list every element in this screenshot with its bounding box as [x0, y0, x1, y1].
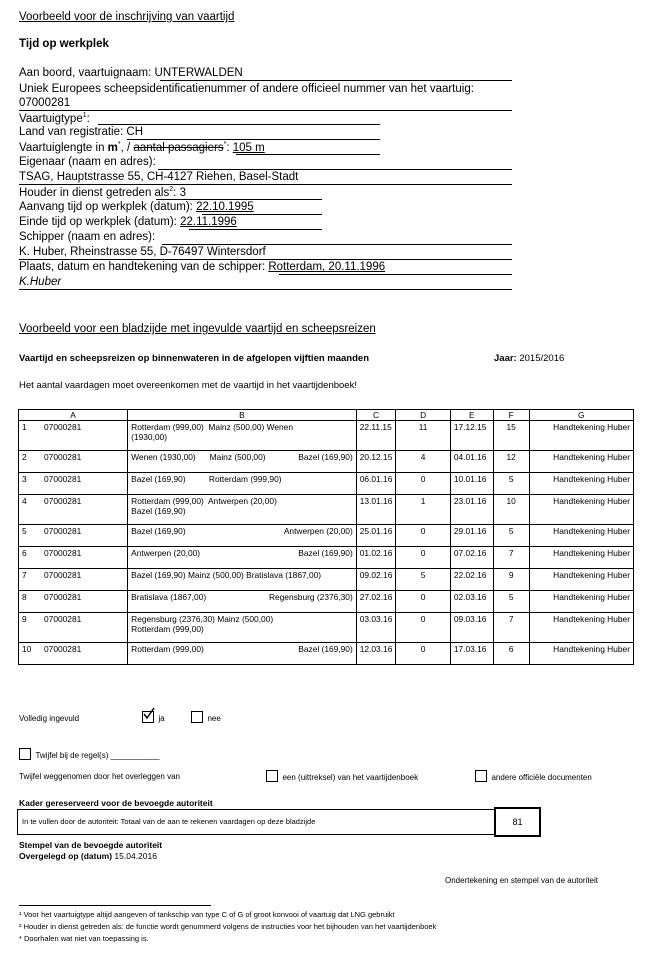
underline [19, 110, 512, 111]
route-start: Regensburg (2376,30) Mainz (500,00) [131, 614, 274, 624]
vessel-number: 07000281 [44, 570, 82, 580]
cell-route [128, 569, 357, 591]
table-row [19, 643, 634, 665]
role-field: Houder in dienst getreden als$^2$: 3 [19, 186, 186, 199]
stamp-label: Stempel van de bevoegde autoriteit [19, 840, 163, 850]
cell-g: Handtekening Huber [529, 473, 633, 495]
no-label: nee [207, 714, 221, 723]
row-number: 6 [22, 548, 27, 558]
empty-box-icon [475, 770, 487, 782]
column-header: A [19, 410, 128, 421]
row-number: 4 [22, 496, 27, 506]
cell-d: 1 [396, 495, 451, 525]
skipper-label: Schipper (naam en adres): [19, 231, 156, 243]
cell-e: 10.01.16 [450, 473, 493, 495]
yes-label: ja [158, 714, 165, 723]
vessel-number: 07000281 [44, 496, 82, 506]
row-number: 10 [22, 644, 32, 654]
cell-e: 07.02.16 [450, 547, 493, 569]
row-number: 8 [22, 592, 27, 602]
cell-c: 20.12.15 [356, 451, 396, 473]
cell-a [19, 613, 128, 643]
complete-label: Volledig ingevuld [19, 714, 80, 723]
underline [202, 214, 322, 215]
cell-c: 01.02.16 [356, 547, 396, 569]
table-row [19, 569, 634, 591]
cell-route [128, 547, 357, 569]
place-field: Plaats, datum en handtekening van de schipper: Rotterdam, 20.11.1996 [19, 261, 386, 273]
cell-g: Handtekening Huber [529, 525, 633, 547]
cell-c: 25.01.16 [356, 525, 396, 547]
doubt-checkbox[interactable] [19, 745, 160, 763]
cell-route [128, 495, 357, 525]
cell-route [128, 613, 357, 643]
cell-c: 22.11.15 [356, 421, 396, 451]
cell-route [128, 421, 357, 451]
route-continued: Bazel (169,90) [131, 506, 186, 516]
cell-a [19, 569, 128, 591]
table-row [19, 421, 634, 451]
start-field: Aanvang tijd op werkplek (datum): 22.10.1995 [19, 201, 254, 213]
section2-title: Vaartijd en scheepsreizen op binnenwateren in de afgelopen vijftien maanden [19, 353, 370, 364]
route-end: Bazel (169,90) [298, 548, 353, 558]
column-header: B [128, 410, 357, 421]
underline [127, 139, 380, 140]
length-field: Vaartuiglengte in m*, / aantal passagiers*: 105 m [19, 141, 265, 154]
route-start: Rotterdam (999,00) [131, 644, 204, 654]
table-row [19, 591, 634, 613]
underline [236, 154, 380, 155]
cell-e: 22.02.16 [450, 569, 493, 591]
cell-g: Handtekening Huber [529, 591, 633, 613]
underline [162, 244, 512, 245]
row-number: 2 [22, 452, 27, 462]
voyage-table [18, 409, 634, 665]
authority-total-row [17, 809, 496, 835]
table-row [19, 525, 634, 547]
cell-f: 9 [493, 569, 529, 591]
year-field: Jaar: 2015/2016 [494, 353, 565, 364]
row-number: 5 [22, 526, 27, 536]
row-number: 1 [22, 422, 27, 432]
option-documents-checkbox[interactable] [475, 767, 592, 785]
cell-c: 03.03.16 [356, 613, 396, 643]
cell-f: 5 [493, 473, 529, 495]
owner-value: TSAG, Hauptstrasse 55, CH-4127 Riehen, Basel-Stadt [19, 171, 299, 183]
cell-a [19, 451, 128, 473]
country-field: Land van registratie: CH [19, 126, 144, 138]
route-start: Bratislava (1867,00) [131, 592, 207, 602]
days-note: Het aantal vaardagen moet overeenkomen met de vaartijd in het vaartijdenboek! [19, 380, 357, 391]
cell-e: 17.03.16 [450, 643, 493, 665]
route-end: Antwerpen (20,00) [283, 526, 353, 536]
cell-e: 23.01.16 [450, 495, 493, 525]
cell-d: 4 [396, 451, 451, 473]
column-header: E [450, 410, 493, 421]
option-documents-label: andere officiële documenten [491, 773, 592, 782]
cell-route [128, 451, 357, 473]
cell-e: 09.03.16 [450, 613, 493, 643]
cell-e: 04.01.16 [450, 451, 493, 473]
cell-f: 5 [493, 591, 529, 613]
route-end: Bazel (169,90) [298, 644, 353, 654]
table-row [19, 547, 634, 569]
table-row [19, 451, 634, 473]
cell-d: 5 [396, 569, 451, 591]
cell-c: 12.03.16 [356, 643, 396, 665]
empty-box-icon [266, 770, 278, 782]
underline [189, 229, 322, 230]
cell-c: 06.01.16 [356, 473, 396, 495]
underline [19, 184, 512, 185]
table-row [19, 613, 634, 643]
vessel-number: 07000281 [44, 644, 82, 654]
cell-d: 0 [396, 525, 451, 547]
underline [160, 80, 512, 81]
underline [19, 259, 512, 260]
cell-g: Handtekening Huber [529, 613, 633, 643]
cell-g: Handtekening Huber [529, 495, 633, 525]
doubt-label: Twijfel bij de regel(s) ___________ [35, 751, 160, 760]
cell-g: Handtekening Huber [529, 421, 633, 451]
cell-e: 02.03.16 [450, 591, 493, 613]
cell-a [19, 547, 128, 569]
table-row [19, 495, 634, 525]
column-header: D [396, 410, 451, 421]
cell-e: 17.12.15 [450, 421, 493, 451]
underline [98, 124, 380, 125]
cell-route [128, 525, 357, 547]
skipper-signature: K.Huber [19, 276, 62, 288]
total-days-value: 81 [494, 807, 541, 837]
cell-d: 11 [396, 421, 451, 451]
vessel-number: 07000281 [44, 526, 82, 536]
cell-g: Handtekening Huber [529, 547, 633, 569]
cell-d: 0 [396, 643, 451, 665]
authority-signature-label: Ondertekening en stempel van de autoriteit [445, 876, 598, 885]
eni-value: 07000281 [19, 97, 71, 109]
checked-box-icon [142, 711, 154, 723]
cell-a [19, 525, 128, 547]
cell-route [128, 591, 357, 613]
cell-e: 29.01.16 [450, 525, 493, 547]
skipper-value: K. Huber, Rheinstrasse 55, D-76497 Wintersdorf [19, 246, 266, 258]
cell-d: 0 [396, 473, 451, 495]
cell-c: 13.01.16 [356, 495, 396, 525]
authority-total-label: In te vullen door de autoriteit: Totaal van de aan te rekenen vaardagen op deze bladzijde [22, 817, 316, 826]
cell-a [19, 591, 128, 613]
underline [158, 169, 512, 170]
end-field: Einde tijd op werkplek (datum): 22.11.1996 [19, 216, 237, 228]
route-start: Wenen (1930,00) Mainz (500,00) [131, 452, 266, 462]
route-start: Bazel (169,90) Rotterdam (999,90) [131, 474, 282, 484]
cell-route [128, 473, 357, 495]
route-end: Regensburg (2376,30) [268, 592, 353, 602]
no-checkbox[interactable] [191, 708, 221, 726]
underline [279, 274, 512, 275]
authority-title: Kader gereserveerd voor de bevoegde autoriteit [19, 798, 213, 808]
row-number: 9 [22, 614, 27, 624]
underline [156, 199, 322, 200]
route-start: Rotterdam (999,00) Antwerpen (20,00) [131, 496, 277, 506]
cell-f: 5 [493, 525, 529, 547]
vessel-number: 07000281 [44, 422, 82, 432]
option-logbook-checkbox[interactable] [266, 767, 418, 785]
cell-f: 6 [493, 643, 529, 665]
footnote-divider [19, 905, 211, 906]
cell-a [19, 473, 128, 495]
underline [19, 289, 512, 290]
cell-g: Handtekening Huber [529, 451, 633, 473]
route-start: Bazel (169,90) [131, 526, 186, 536]
route-start: Antwerpen (20,00) [131, 548, 201, 558]
vessel-field: Aan boord, vaartuignaam: UNTERWALDEN [19, 67, 243, 79]
empty-box-icon [19, 748, 31, 760]
owner-label: Eigenaar (naam en adres): [19, 156, 156, 168]
route-continued: (1930,00) [131, 432, 168, 442]
route-end: Bazel (169,90) [298, 452, 353, 462]
cell-d: 0 [396, 547, 451, 569]
cell-f: 10 [493, 495, 529, 525]
table-row [19, 473, 634, 495]
vessel-number: 07000281 [44, 548, 82, 558]
cell-a [19, 421, 128, 451]
column-header: F [493, 410, 529, 421]
vessel-number: 07000281 [44, 474, 82, 484]
vessel-number: 07000281 [44, 614, 82, 624]
option-logbook-label: een (uittreksel) van het vaartijdenboek [282, 773, 419, 782]
cell-d: 0 [396, 613, 451, 643]
cell-f: 7 [493, 547, 529, 569]
column-header: G [529, 410, 633, 421]
route-start: Rotterdam (999,00) Mainz (500,00) Wenen [131, 422, 294, 432]
row-number: 7 [22, 570, 27, 580]
submitted-field: Overgelegd op (datum) 15.04.2016 [19, 851, 157, 861]
footnote-1: ¹ Voor het vaartuigtype altijd aangeven of tankschip van type C of G of groot konvooi of vaartuig dat LNG gebruikt [19, 910, 395, 919]
yes-checkbox[interactable] [142, 708, 165, 726]
cell-f: 12 [493, 451, 529, 473]
cell-route [128, 643, 357, 665]
section-heading: Voorbeeld voor de inschrijving van vaartijd [19, 11, 235, 23]
cell-a [19, 495, 128, 525]
footnote-2: ² Houder in dienst getreden als: de functie wordt genummerd volgens de instructies voor het bijhouden van het vaartijdenboek [19, 922, 437, 931]
removed-label: Twijfel weggenomen door het overleggen van [19, 772, 180, 781]
empty-box-icon [191, 711, 203, 723]
cell-c: 27.02.16 [356, 591, 396, 613]
vessel-value: UNTERWALDEN [154, 67, 243, 79]
eni-label: Uniek Europees scheepsidentificatienummer of andere officieel nummer van het vaartuig: [19, 83, 474, 95]
type-field: Vaartuigtype$^1$: [19, 112, 90, 125]
cell-g: Handtekening Huber [529, 643, 633, 665]
route-continued: Rotterdam (999,00) [131, 624, 204, 634]
cell-f: 15 [493, 421, 529, 451]
section2-heading: Voorbeeld voor een bladzijde met ingevulde vaartijd en scheepsreizen [19, 323, 376, 335]
vessel-number: 07000281 [44, 452, 82, 462]
cell-a [19, 643, 128, 665]
cell-f: 7 [493, 613, 529, 643]
route-start: Bazel (169,90) Mainz (500,00) Bratislava (1867,00) [131, 570, 322, 580]
footnote-3: * Doorhalen wat niet van toepassing is. [19, 934, 149, 943]
column-header: C [356, 410, 396, 421]
vessel-number: 07000281 [44, 592, 82, 602]
cell-c: 09.02.16 [356, 569, 396, 591]
section-subheading: Tijd op werkplek [19, 38, 109, 50]
row-number: 3 [22, 474, 27, 484]
cell-g: Handtekening Huber [529, 569, 633, 591]
cell-d: 0 [396, 591, 451, 613]
